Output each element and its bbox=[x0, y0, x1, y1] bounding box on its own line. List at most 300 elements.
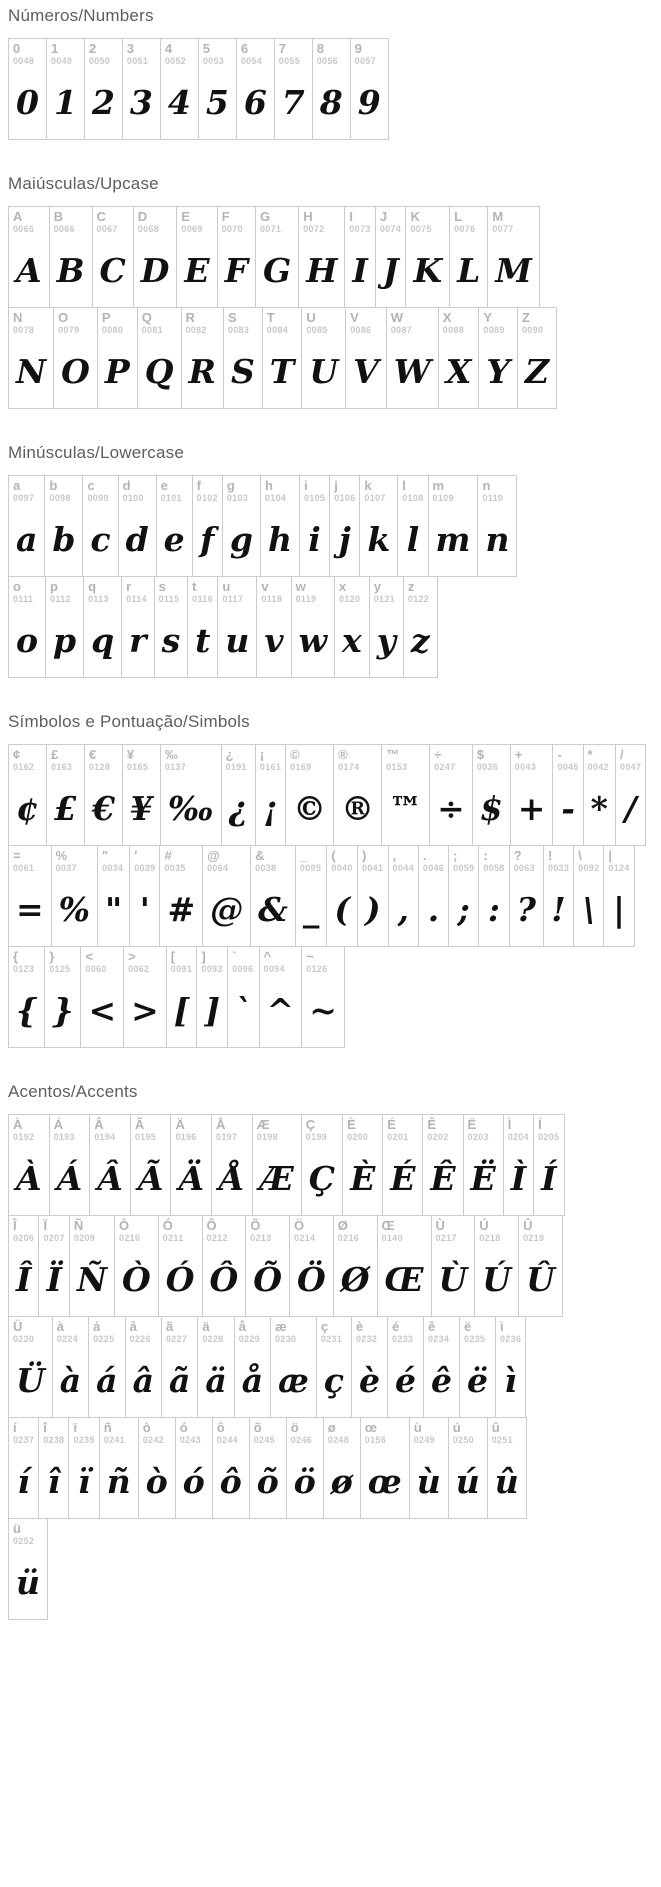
cell-character-label: b bbox=[49, 478, 58, 493]
cell-unicode-code: 0066 bbox=[53, 224, 75, 234]
cell-character-label: l bbox=[402, 478, 406, 493]
cell-glyph-preview: 8 bbox=[319, 82, 343, 122]
cell-character-label: À bbox=[13, 1117, 23, 1132]
charmap-cell bbox=[359, 475, 398, 577]
cell-unicode-code: 0114 bbox=[126, 594, 147, 604]
section-rows bbox=[8, 744, 653, 1048]
cell-unicode-code: 0052 bbox=[164, 56, 187, 66]
cell-glyph-preview: 6 bbox=[243, 82, 267, 122]
charmap-cell bbox=[360, 1417, 410, 1519]
charmap-cell bbox=[409, 1417, 449, 1519]
charmap-cell bbox=[603, 845, 634, 947]
cell-unicode-code: 0048 bbox=[13, 56, 35, 66]
cell-glyph-preview: J bbox=[382, 250, 399, 290]
cell-unicode-code: 0246 bbox=[290, 1435, 312, 1445]
cell-character-label: e bbox=[160, 478, 168, 493]
cell-glyph-preview: e bbox=[163, 519, 185, 559]
charmap-cell bbox=[69, 1215, 115, 1317]
cell-glyph-preview: r bbox=[129, 620, 147, 660]
cell-character-label: å bbox=[238, 1319, 246, 1334]
cell-glyph-preview: Ç bbox=[308, 1158, 336, 1198]
cell-unicode-code: 0049 bbox=[50, 56, 73, 66]
cell-unicode-code: 0098 bbox=[49, 493, 71, 503]
cell-glyph-preview: Õ bbox=[253, 1259, 283, 1299]
cell-glyph-preview: ® bbox=[341, 788, 375, 828]
cell-character-label: ] bbox=[201, 949, 206, 964]
cell-unicode-code: 0086 bbox=[350, 325, 372, 335]
cell-character-label: . bbox=[422, 848, 427, 863]
charmap-cell bbox=[158, 1215, 203, 1317]
charmap-cell bbox=[503, 1114, 534, 1216]
charmap-cell bbox=[8, 38, 47, 140]
cell-character-label: ; bbox=[453, 848, 458, 863]
section-title: Acentos/Accents bbox=[8, 1082, 138, 1101]
charmap-cell bbox=[387, 1316, 424, 1418]
cell-glyph-preview: ) bbox=[365, 889, 381, 929]
cell-glyph-preview: Á bbox=[56, 1158, 83, 1198]
cell-glyph-preview: ú bbox=[455, 1461, 480, 1501]
cell-character-label: 0 bbox=[13, 41, 21, 56]
cell-glyph-preview: ¢ bbox=[16, 788, 39, 828]
cell-character-label: Ï bbox=[43, 1218, 48, 1233]
cell-character-label: H bbox=[303, 209, 313, 224]
cell-character-label: ¿ bbox=[225, 747, 234, 762]
cell-glyph-preview: Å bbox=[219, 1158, 245, 1198]
cell-character-label: - bbox=[557, 747, 562, 762]
cell-character-label: Y bbox=[483, 310, 493, 325]
cell-unicode-code: 0123 bbox=[13, 964, 35, 974]
cell-character-label: _ bbox=[299, 848, 308, 863]
cell-character-label: f bbox=[196, 478, 201, 493]
charmap-cell bbox=[46, 38, 85, 140]
cell-unicode-code: 0194 bbox=[94, 1132, 116, 1142]
charmap-section-1 bbox=[8, 174, 653, 409]
charmap-cell bbox=[270, 1316, 317, 1418]
charmap-row bbox=[8, 475, 653, 577]
charmap-cell bbox=[53, 307, 98, 409]
cell-glyph-preview: V bbox=[353, 351, 379, 391]
charmap-cell bbox=[198, 38, 237, 140]
cell-character-label: Ø bbox=[337, 1218, 348, 1233]
cell-unicode-code: 0201 bbox=[387, 1132, 409, 1142]
charmap-cell bbox=[8, 1114, 50, 1216]
cell-unicode-code: 0084 bbox=[266, 325, 289, 335]
charmap-cell bbox=[274, 38, 313, 140]
cell-character-label: r bbox=[126, 579, 132, 594]
cell-unicode-code: 0137 bbox=[164, 762, 187, 772]
cell-glyph-preview: # bbox=[167, 889, 196, 929]
cell-glyph-preview: c bbox=[90, 519, 111, 559]
cell-unicode-code: 0078 bbox=[13, 325, 35, 335]
cell-glyph-preview: ñ bbox=[106, 1461, 131, 1501]
cell-unicode-code: 0198 bbox=[256, 1132, 278, 1142]
charmap-cell bbox=[583, 744, 616, 846]
cell-glyph-preview: L bbox=[457, 250, 481, 290]
cell-glyph-preview: 2 bbox=[91, 82, 115, 122]
charmap-cell bbox=[351, 1316, 388, 1418]
cell-character-label: D bbox=[137, 209, 148, 224]
cell-unicode-code: 0055 bbox=[278, 56, 301, 66]
cell-character-label: ( bbox=[331, 848, 336, 863]
cell-unicode-code: 0204 bbox=[507, 1132, 529, 1142]
cell-character-label: á bbox=[93, 1319, 101, 1334]
cell-glyph-preview: É bbox=[390, 1158, 416, 1198]
charmap-cell bbox=[381, 744, 430, 846]
cell-unicode-code: 0251 bbox=[491, 1435, 513, 1445]
cell-glyph-preview: * bbox=[590, 788, 608, 828]
cell-character-label: B bbox=[53, 209, 63, 224]
cell-glyph-preview: ö bbox=[293, 1461, 316, 1501]
cell-glyph-preview: T bbox=[269, 351, 295, 391]
charmap-cell bbox=[295, 845, 328, 947]
cell-glyph-preview: , bbox=[397, 889, 410, 929]
cell-character-label: 4 bbox=[164, 41, 173, 56]
cell-unicode-code: 0051 bbox=[126, 56, 149, 66]
charmap-cell bbox=[345, 307, 387, 409]
charmap-cell bbox=[316, 1316, 352, 1418]
charmap-cell bbox=[8, 1316, 53, 1418]
cell-unicode-code: 0235 bbox=[463, 1334, 486, 1344]
charmap-cell bbox=[448, 1417, 488, 1519]
charmap-cell bbox=[92, 206, 134, 308]
cell-character-label: p bbox=[50, 579, 58, 594]
cell-character-label: u bbox=[222, 579, 231, 594]
charmap-cell bbox=[227, 946, 260, 1048]
cell-glyph-preview: / bbox=[624, 788, 637, 828]
cell-character-label: í bbox=[13, 1420, 17, 1435]
charmap-cell bbox=[175, 1417, 213, 1519]
cell-character-label: U bbox=[306, 310, 316, 325]
cell-glyph-preview: ç bbox=[323, 1360, 344, 1400]
cell-glyph-preview: à bbox=[59, 1360, 82, 1400]
charmap-cell bbox=[334, 576, 370, 678]
charmap-cell bbox=[202, 845, 251, 947]
charmap-cell bbox=[249, 1417, 287, 1519]
cell-unicode-code: 0080 bbox=[101, 325, 124, 335]
cell-glyph-preview: : bbox=[487, 889, 501, 929]
cell-character-label: + bbox=[514, 747, 523, 762]
cell-character-label: S bbox=[227, 310, 237, 325]
charmap-cell bbox=[552, 744, 583, 846]
cell-glyph-preview: ; bbox=[457, 889, 470, 929]
cell-unicode-code: 0232 bbox=[355, 1334, 378, 1344]
charmap-cell bbox=[51, 845, 98, 947]
cell-glyph-preview: } bbox=[52, 990, 74, 1030]
cell-unicode-code: 0229 bbox=[238, 1334, 260, 1344]
cell-glyph-preview: ¥ bbox=[129, 788, 153, 828]
charmap-cell bbox=[8, 1518, 48, 1620]
cell-glyph-preview: Y bbox=[486, 351, 510, 391]
charmap-cell bbox=[350, 38, 389, 140]
cell-glyph-preview: M bbox=[495, 250, 532, 290]
charmap-cell bbox=[234, 1316, 271, 1418]
section-rows bbox=[8, 38, 653, 140]
cell-glyph-preview: | bbox=[613, 889, 626, 929]
charmap-cell bbox=[509, 845, 544, 947]
charmap-cell bbox=[418, 845, 449, 947]
cell-unicode-code: 0226 bbox=[129, 1334, 151, 1344]
cell-glyph-preview: h bbox=[267, 519, 292, 559]
cell-unicode-code: 0239 bbox=[73, 1435, 95, 1445]
cell-unicode-code: 0109 bbox=[432, 493, 454, 503]
cell-character-label: ) bbox=[362, 848, 367, 863]
cell-glyph-preview: ø bbox=[330, 1461, 353, 1501]
charmap-row bbox=[8, 307, 653, 409]
cell-character-label: % bbox=[55, 848, 68, 863]
cell-unicode-code: 0140 bbox=[381, 1233, 403, 1243]
section-title: Maiúsculas/Upcase bbox=[8, 174, 159, 193]
cell-glyph-preview: ] bbox=[204, 990, 221, 1030]
cell-unicode-code: 0096 bbox=[232, 964, 254, 974]
cell-glyph-preview: z bbox=[410, 620, 430, 660]
cell-unicode-code: 0057 bbox=[354, 56, 376, 66]
cell-unicode-code: 0193 bbox=[53, 1132, 75, 1142]
charmap-cell bbox=[68, 1417, 99, 1519]
cell-character-label: ú bbox=[452, 1420, 461, 1435]
cell-glyph-preview: N bbox=[16, 351, 47, 391]
charmap-cell bbox=[8, 475, 45, 577]
cell-unicode-code: 0089 bbox=[483, 325, 505, 335]
cell-glyph-preview: x bbox=[342, 620, 362, 660]
cell-glyph-preview: & bbox=[258, 889, 288, 929]
charmap-cell bbox=[125, 1316, 162, 1418]
cell-unicode-code: 0046 bbox=[422, 863, 445, 873]
cell-character-label: õ bbox=[253, 1420, 262, 1435]
cell-glyph-preview: û bbox=[494, 1461, 519, 1501]
cell-unicode-code: 0200 bbox=[347, 1132, 369, 1142]
cell-glyph-preview: ¡ bbox=[263, 788, 278, 828]
charmap-cell bbox=[357, 845, 389, 947]
cell-unicode-code: 0241 bbox=[103, 1435, 125, 1445]
charmap-cell bbox=[89, 1114, 131, 1216]
cell-glyph-preview: ‰ bbox=[167, 788, 214, 828]
cell-glyph-preview: í bbox=[17, 1461, 30, 1501]
charmap-cell bbox=[382, 1114, 423, 1216]
cell-character-label: Ö bbox=[294, 1218, 305, 1233]
cell-unicode-code: 0192 bbox=[13, 1132, 35, 1142]
cell-glyph-preview: X bbox=[445, 351, 472, 391]
cell-character-label: | bbox=[608, 848, 613, 863]
cell-character-label: a bbox=[13, 478, 21, 493]
cell-character-label: Á bbox=[53, 1117, 63, 1132]
cell-glyph-preview: € bbox=[91, 788, 115, 828]
cell-glyph-preview: ì bbox=[504, 1360, 517, 1400]
cell-unicode-code: 0103 bbox=[226, 493, 249, 503]
cell-glyph-preview: Ã bbox=[137, 1158, 164, 1198]
charmap-cell bbox=[474, 1215, 519, 1317]
cell-unicode-code: 0153 bbox=[386, 762, 408, 772]
cell-character-label: ø bbox=[327, 1420, 336, 1435]
cell-character-label: n bbox=[482, 478, 491, 493]
charmap-cell bbox=[255, 744, 286, 846]
cell-glyph-preview: Ñ bbox=[76, 1259, 108, 1299]
cell-glyph-preview: b bbox=[52, 519, 76, 559]
cell-unicode-code: 0195 bbox=[134, 1132, 157, 1142]
cell-unicode-code: 0220 bbox=[13, 1334, 35, 1344]
cell-unicode-code: 0116 bbox=[192, 594, 213, 604]
cell-glyph-preview: ï bbox=[77, 1461, 91, 1501]
cell-character-label: ^ bbox=[263, 949, 272, 964]
cell-unicode-code: 0104 bbox=[264, 493, 287, 503]
cell-glyph-preview: w bbox=[298, 620, 328, 660]
cell-character-label: £ bbox=[50, 747, 59, 762]
charmap-cell bbox=[176, 206, 217, 308]
cell-character-label: N bbox=[13, 310, 23, 325]
cell-glyph-preview: ê bbox=[430, 1360, 452, 1400]
cell-character-label: j bbox=[334, 478, 338, 493]
charmap-cell bbox=[45, 576, 84, 678]
cell-glyph-preview: Í bbox=[541, 1158, 557, 1198]
cell-character-label: c bbox=[87, 478, 95, 493]
cell-unicode-code: 0174 bbox=[338, 762, 360, 772]
charmap-cell bbox=[181, 307, 224, 409]
cell-glyph-preview: s bbox=[161, 620, 181, 660]
cell-unicode-code: 0228 bbox=[202, 1334, 224, 1344]
cell-glyph-preview: é bbox=[394, 1360, 416, 1400]
cell-unicode-code: 0161 bbox=[259, 762, 282, 772]
cell-unicode-code: 0110 bbox=[482, 493, 504, 503]
cell-character-label: " bbox=[102, 848, 109, 863]
charmap-cell bbox=[397, 475, 428, 577]
cell-unicode-code: 0219 bbox=[523, 1233, 545, 1243]
cell-character-label: = bbox=[13, 848, 21, 863]
cell-character-label: Î bbox=[13, 1218, 17, 1233]
cell-character-label: \ bbox=[578, 848, 582, 863]
cell-character-label: / bbox=[619, 747, 624, 762]
cell-character-label: ÷ bbox=[434, 747, 442, 762]
charmap-cell bbox=[573, 845, 604, 947]
cell-unicode-code: 0156 bbox=[364, 1435, 387, 1445]
charmap-row bbox=[8, 946, 653, 1048]
charmap-cell bbox=[245, 1215, 290, 1317]
cell-character-label: ù bbox=[413, 1420, 422, 1435]
cell-unicode-code: 0045 bbox=[557, 762, 579, 772]
cell-glyph-preview: S bbox=[230, 351, 255, 391]
charmap-cell bbox=[221, 744, 256, 846]
cell-unicode-code: 0065 bbox=[13, 224, 35, 234]
cell-unicode-code: 0062 bbox=[128, 964, 150, 974]
cell-glyph-preview: g bbox=[229, 519, 253, 559]
charmap-cell bbox=[301, 946, 345, 1048]
cell-character-label: ë bbox=[463, 1319, 472, 1334]
charmap-cell bbox=[130, 1114, 172, 1216]
charmap-cell bbox=[129, 845, 160, 947]
cell-unicode-code: 0053 bbox=[202, 56, 225, 66]
cell-unicode-code: 0079 bbox=[58, 325, 80, 335]
charmap-cell bbox=[487, 206, 540, 308]
charmap-cell bbox=[463, 1114, 504, 1216]
cell-unicode-code: 0128 bbox=[88, 762, 111, 772]
cell-glyph-preview: Æ bbox=[259, 1158, 294, 1198]
charmap-cell bbox=[472, 744, 511, 846]
cell-character-label: Z bbox=[521, 310, 530, 325]
charmap-row bbox=[8, 845, 653, 947]
cell-unicode-code: 0069 bbox=[181, 224, 203, 234]
cell-character-label: Ù bbox=[435, 1218, 445, 1233]
cell-unicode-code: 0082 bbox=[185, 325, 207, 335]
charmap-cell bbox=[286, 1417, 324, 1519]
cell-unicode-code: 0038 bbox=[255, 863, 277, 873]
cell-unicode-code: 0034 bbox=[102, 863, 124, 873]
cell-unicode-code: 0102 bbox=[196, 493, 218, 503]
cell-unicode-code: 0202 bbox=[427, 1132, 449, 1142]
charmap-row bbox=[8, 1215, 653, 1317]
charmap-cell bbox=[222, 475, 261, 577]
cell-glyph-preview: R bbox=[188, 351, 216, 391]
cell-glyph-preview: - bbox=[561, 788, 575, 828]
charmap-cell bbox=[323, 1417, 361, 1519]
charmap-cell bbox=[477, 475, 517, 577]
cell-unicode-code: 0072 bbox=[303, 224, 325, 234]
cell-character-label: Ñ bbox=[73, 1218, 84, 1233]
cell-unicode-code: 0074 bbox=[379, 224, 402, 234]
cell-character-label: ã bbox=[165, 1319, 174, 1334]
cell-character-label: Å bbox=[216, 1117, 226, 1132]
charmap-cell bbox=[260, 475, 300, 577]
charmap-cell bbox=[285, 744, 334, 846]
cell-unicode-code: 0099 bbox=[87, 493, 109, 503]
charmap-cell bbox=[8, 1417, 39, 1519]
cell-character-label: 1 bbox=[50, 41, 59, 56]
charmap-cell bbox=[114, 1215, 159, 1317]
charmap-cell bbox=[44, 946, 81, 1048]
cell-character-label: 3 bbox=[126, 41, 135, 56]
cell-character-label: w bbox=[295, 579, 306, 594]
cell-character-label: # bbox=[164, 848, 172, 863]
cell-unicode-code: 0243 bbox=[179, 1435, 201, 1445]
cell-character-label: ? bbox=[513, 848, 522, 863]
cell-character-label: ï bbox=[73, 1420, 78, 1435]
cell-unicode-code: 0216 bbox=[337, 1233, 360, 1243]
cell-glyph-preview: ¿ bbox=[228, 788, 248, 828]
charmap-cell bbox=[202, 1215, 247, 1317]
cell-character-label: I bbox=[349, 209, 353, 224]
charmap-cell bbox=[344, 206, 375, 308]
section-title: Números/Numbers bbox=[8, 6, 154, 25]
cell-glyph-preview: ? bbox=[516, 889, 536, 929]
cell-glyph-preview: ó bbox=[182, 1461, 205, 1501]
charmap-row bbox=[8, 1114, 653, 1216]
cell-unicode-code: 0244 bbox=[216, 1435, 238, 1445]
charmap-cell bbox=[122, 744, 161, 846]
charmap-cell bbox=[533, 1114, 564, 1216]
cell-glyph-preview: n bbox=[485, 519, 510, 559]
charmap-cell bbox=[256, 576, 291, 678]
cell-glyph-preview: k bbox=[367, 519, 391, 559]
cell-glyph-preview: \ bbox=[582, 889, 595, 929]
cell-unicode-code: 0162 bbox=[13, 762, 35, 772]
cell-glyph-preview: + bbox=[517, 788, 546, 828]
cell-glyph-preview: Ü bbox=[16, 1360, 45, 1400]
cell-glyph-preview: D bbox=[140, 250, 170, 290]
charmap-cell bbox=[133, 206, 178, 308]
cell-unicode-code: 0040 bbox=[331, 863, 353, 873]
cell-character-label: 7 bbox=[278, 41, 287, 56]
character-map-sections bbox=[8, 6, 653, 1620]
cell-unicode-code: 0036 bbox=[476, 762, 499, 772]
cell-glyph-preview: ä bbox=[205, 1360, 227, 1400]
cell-glyph-preview: _ bbox=[302, 889, 320, 929]
charmap-cell bbox=[52, 1316, 89, 1418]
cell-glyph-preview: f bbox=[200, 519, 215, 559]
cell-unicode-code: 0218 bbox=[479, 1233, 501, 1243]
cell-glyph-preview: I bbox=[352, 250, 368, 290]
cell-unicode-code: 0115 bbox=[158, 594, 180, 604]
cell-character-label: 9 bbox=[354, 41, 362, 56]
charmap-cell bbox=[8, 307, 54, 409]
charmap-cell bbox=[428, 475, 479, 577]
cell-glyph-preview: U bbox=[309, 351, 339, 391]
